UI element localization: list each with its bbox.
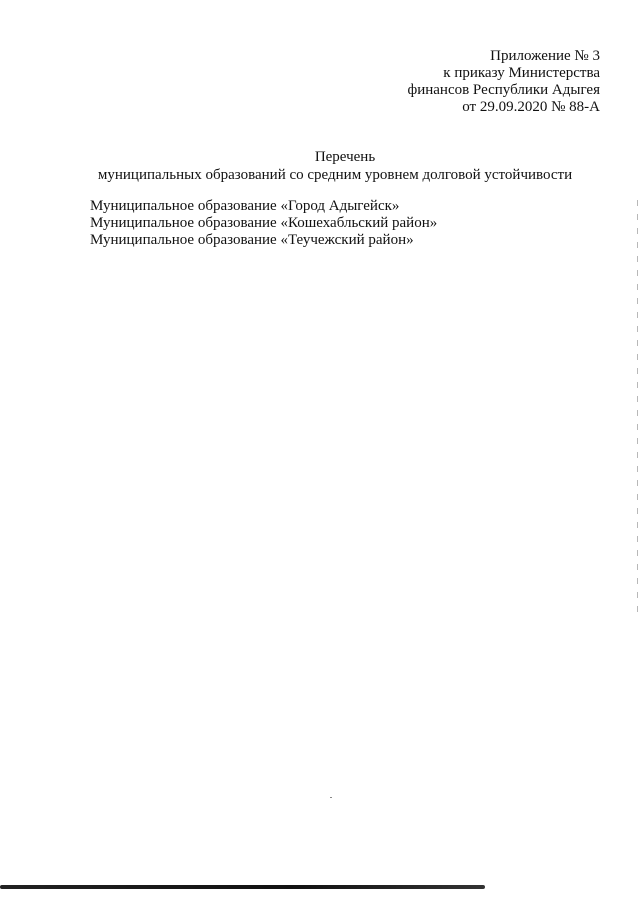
scan-edge-artifact	[637, 200, 638, 620]
appendix-number: Приложение № 3	[490, 48, 600, 64]
list-item: Муниципальное образование «Теучежский район»	[90, 232, 414, 248]
document-title	[0, 148, 640, 184]
scan-speck	[330, 797, 332, 798]
list-item: Муниципальное образование «Город Адыгейск»	[90, 198, 400, 214]
title-line-2: муниципальных образований со средним уровнем долговой устойчивости	[97, 167, 573, 183]
list-item: Муниципальное образование «Кошехабльский район»	[90, 215, 438, 231]
title-line-1: Перечень	[314, 149, 376, 165]
appendix-header	[407, 48, 600, 116]
ministry-name: финансов Республики Адыгея	[407, 82, 600, 98]
order-date-number: от 29.09.2020 № 88-А	[462, 99, 600, 115]
municipality-list	[90, 198, 437, 249]
order-reference: к приказу Министерства	[443, 65, 600, 81]
scan-bottom-bar	[0, 885, 485, 889]
